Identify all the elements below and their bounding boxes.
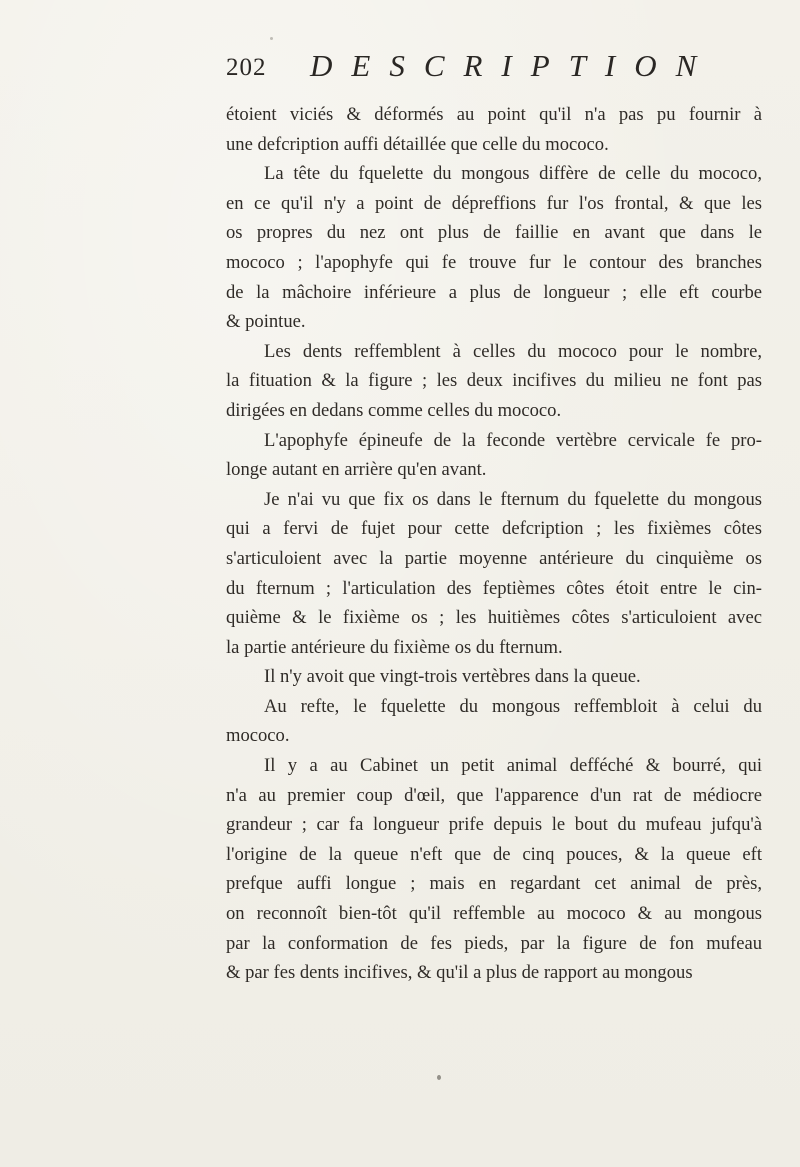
text-line: os propres du nez ont plus de faillie en avant que dans le <box>226 222 762 244</box>
text-line: & par fes dents incifives, & qu'il a plus de rapport au mongous <box>226 962 693 984</box>
paragraph <box>226 100 762 159</box>
text-line: La tête du fquelette du mongous diffère de celle du mococo, <box>264 163 762 185</box>
text-line: grandeur ; car fa longueur prife depuis le bout du mufeau jufqu'à <box>226 814 762 836</box>
text-line: l'origine de la queue n'eft que de cinq pouces, & la queue eft <box>226 843 762 865</box>
text-line: par la conformation de fes pieds, par la figure de fon mufeau <box>226 932 762 954</box>
text-line: Il y a au Cabinet un petit animal defféché & bourré, qui <box>264 755 762 777</box>
text-line: mococo. <box>226 725 290 747</box>
ink-speck <box>270 37 273 40</box>
page-header <box>226 44 786 84</box>
text-line: s'articuloient avec la partie moyenne antérieure du cinquième os <box>226 547 762 569</box>
text-line: on reconnoît bien-tôt qu'il reffemble au mococo & au mongous <box>226 903 762 925</box>
paragraph <box>226 426 762 485</box>
text-line: en ce qu'il n'y a point de dépreffions fur l'os frontal, & que les <box>226 192 762 214</box>
text-line: Au refte, le fquelette du mongous reffembloit à celui du <box>264 695 762 717</box>
text-line: Il n'y avoit que vingt-trois vertèbres dans la queue. <box>264 666 641 688</box>
text-line: Je n'ai vu que fix os dans le fternum du fquelette du mongous <box>264 488 762 510</box>
text-line: longe autant en arrière qu'en avant. <box>226 459 487 481</box>
paragraph <box>226 159 762 337</box>
text-line: dirigées en dedans comme celles du mococo. <box>226 399 562 421</box>
text-line: Les dents reffemblent à celles du mococo pour le nombre, <box>264 340 762 362</box>
text-line: & pointue. <box>226 311 306 333</box>
text-line: prefque auffi longue ; mais en regardant cet animal de près, <box>226 873 762 895</box>
text-line: du fternum ; l'articulation des feptièmes côtes étoit entre le cin- <box>226 577 762 599</box>
text-line: n'a au premier coup d'œil, que l'apparence d'un rat de médiocre <box>226 784 762 806</box>
paragraph <box>226 692 762 751</box>
text-line: étoient viciés & déformés au point qu'il n'a pas pu fournir à <box>226 104 762 125</box>
body-text <box>226 100 762 988</box>
text-line: une defcription auffi détaillée que celle du mococo. <box>226 133 609 155</box>
text-line: mococo ; l'apophyfe qui fe trouve fur le contour des branches <box>226 251 762 273</box>
text-line: qui a fervi de fujet pour cette defcription ; les fixièmes côtes <box>226 518 762 540</box>
text-line: la partie antérieure du fixième os du fternum. <box>226 636 563 658</box>
paragraph <box>226 662 762 692</box>
paragraph <box>226 337 762 426</box>
ink-speck <box>437 1075 441 1080</box>
paragraph <box>226 485 762 663</box>
running-title: DESCRIPTION <box>310 48 716 83</box>
text-line: la fituation & la figure ; les deux incifives du milieu ne font pas <box>226 370 762 392</box>
text-line: quième & le fixième os ; les huitièmes côtes s'articuloient avec <box>226 607 762 629</box>
page-number: 202 <box>226 54 267 81</box>
paragraph <box>226 751 762 988</box>
text-line: L'apophyfe épineufe de la feconde vertèbre cervicale fe pro- <box>264 429 762 451</box>
text-line: de la mâchoire inférieure a plus de longueur ; elle eft courbe <box>226 281 762 303</box>
